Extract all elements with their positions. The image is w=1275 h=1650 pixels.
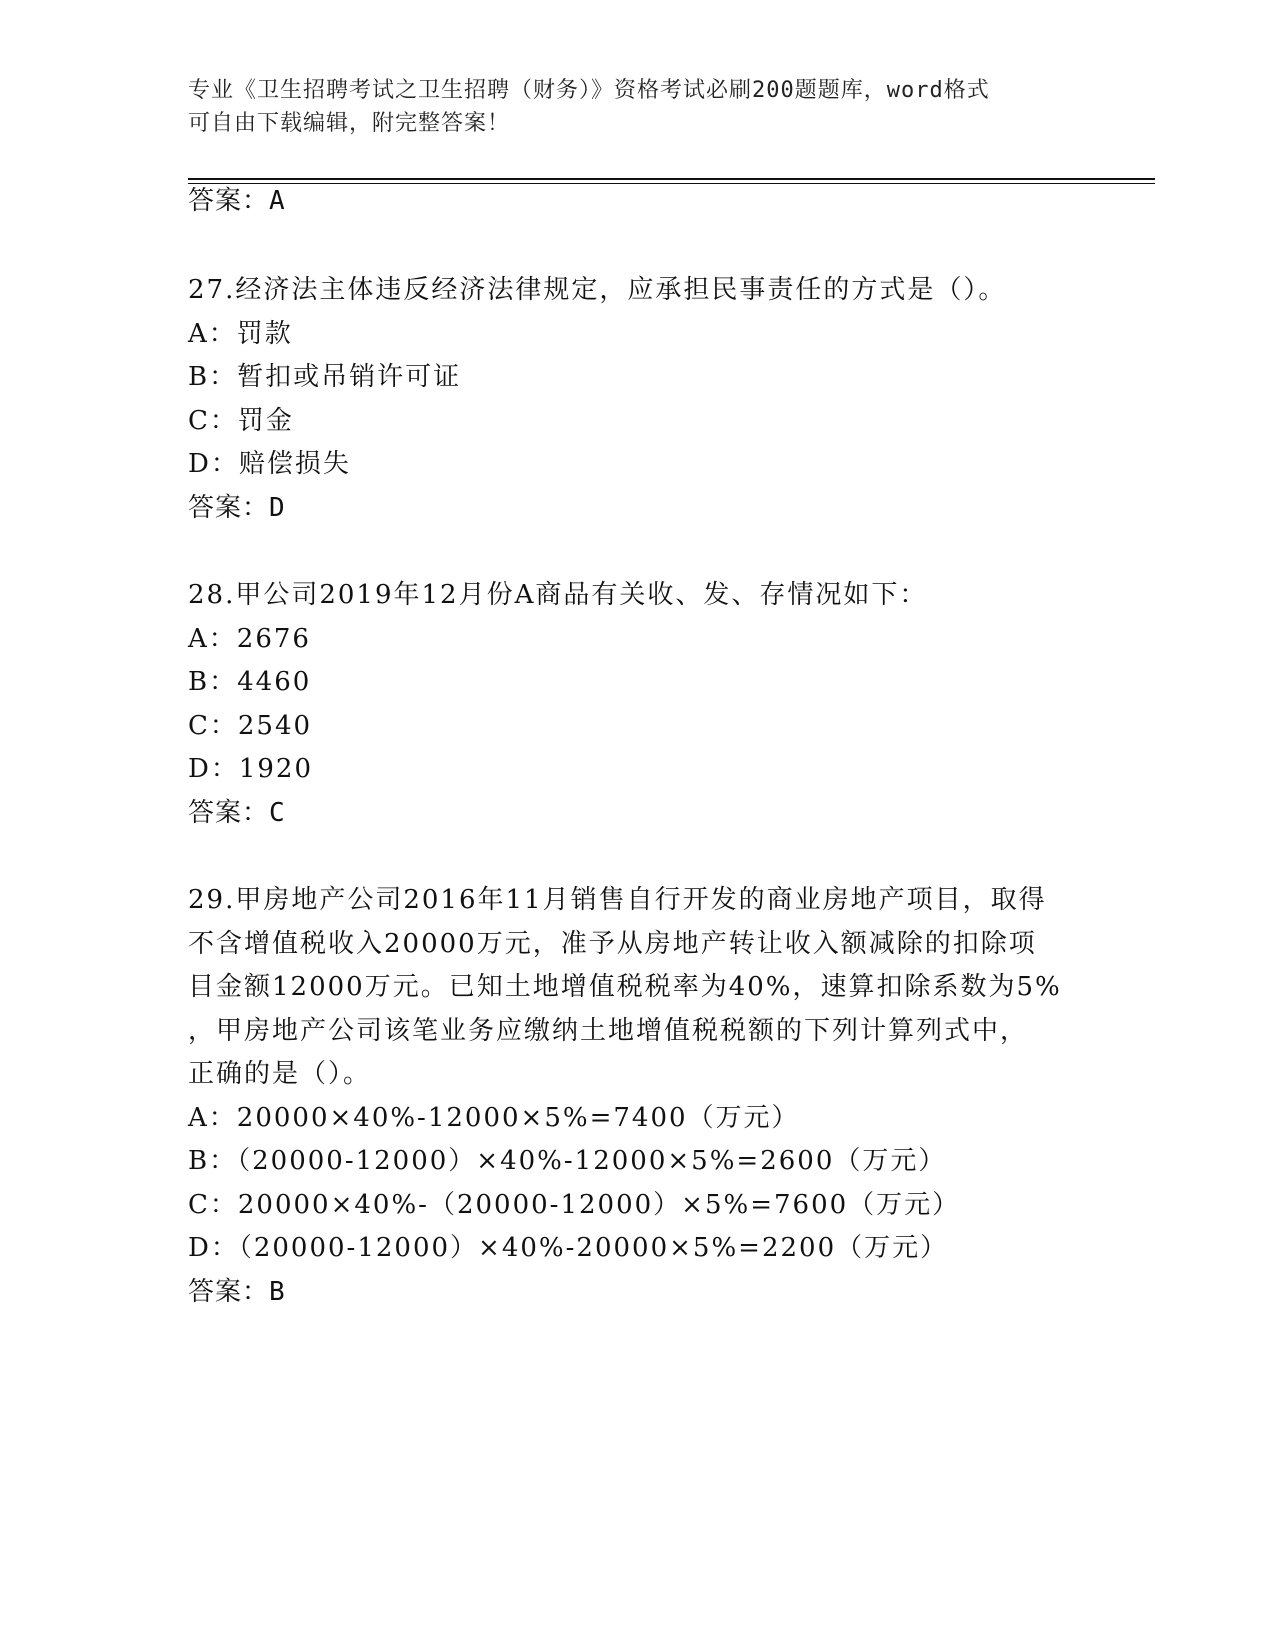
question-stem: 27.经济法主体违反经济法律规定，应承担民事责任的方式是（）。: [188, 275, 1007, 305]
question-stem: 28.甲公司2019年12月份A商品有关收、发、存情况如下：: [188, 580, 928, 610]
answer-label: 答案：B: [188, 1277, 286, 1307]
document-header: [188, 74, 1068, 140]
option-a: A：罚款: [188, 319, 293, 349]
option-b: B：4460: [188, 667, 312, 697]
question-stem-line-2: 不含增值税收入20000万元，准予从房地产转让收入额减除的扣除项: [188, 929, 1037, 959]
option-c: C：罚金: [188, 406, 294, 436]
header-line-1: 专业《卫生招聘考试之卫生招聘（财务）》资格考试必刷200题题库，word格式: [188, 78, 990, 103]
option-c: C：2540: [188, 711, 313, 741]
answer-label: 答案：A: [188, 186, 286, 216]
answer-label: 答案：C: [188, 798, 286, 828]
option-a: A：20000×40%-12000×5%=7400（万元）: [188, 1103, 800, 1133]
answer-label: 答案：D: [188, 493, 286, 523]
option-b: B：（20000-12000）×40%-12000×5%=2600（万元）: [188, 1146, 947, 1176]
option-b: B：暂扣或吊销许可证: [188, 362, 462, 392]
question-stem-line-3: 目金额12000万元。已知土地增值税税率为40%，速算扣除系数为5%: [188, 972, 1062, 1002]
option-a: A：2676: [188, 624, 311, 654]
option-c: C：20000×40%-（20000-12000）×5%=7600（万元）: [188, 1190, 961, 1220]
header-divider-thick: [188, 178, 1155, 180]
question-stem-line-4: ，甲房地产公司该笔业务应缴纳土地增值税税额的下列计算列式中，: [188, 1016, 1029, 1046]
option-d: D：赔偿损失: [188, 449, 351, 479]
option-d: D：（20000-12000）×40%-20000×5%=2200（万元）: [188, 1233, 949, 1263]
header-line-2: 可自由下载编辑，附完整答案！: [188, 111, 511, 136]
option-d: D：1920: [188, 754, 314, 784]
question-stem-line-1: 29.甲房地产公司2016年11月销售自行开发的商业房地产项目，取得: [188, 885, 1047, 915]
header-divider-thin: [188, 183, 1155, 184]
question-stem-line-5: 正确的是（）。: [188, 1059, 372, 1089]
